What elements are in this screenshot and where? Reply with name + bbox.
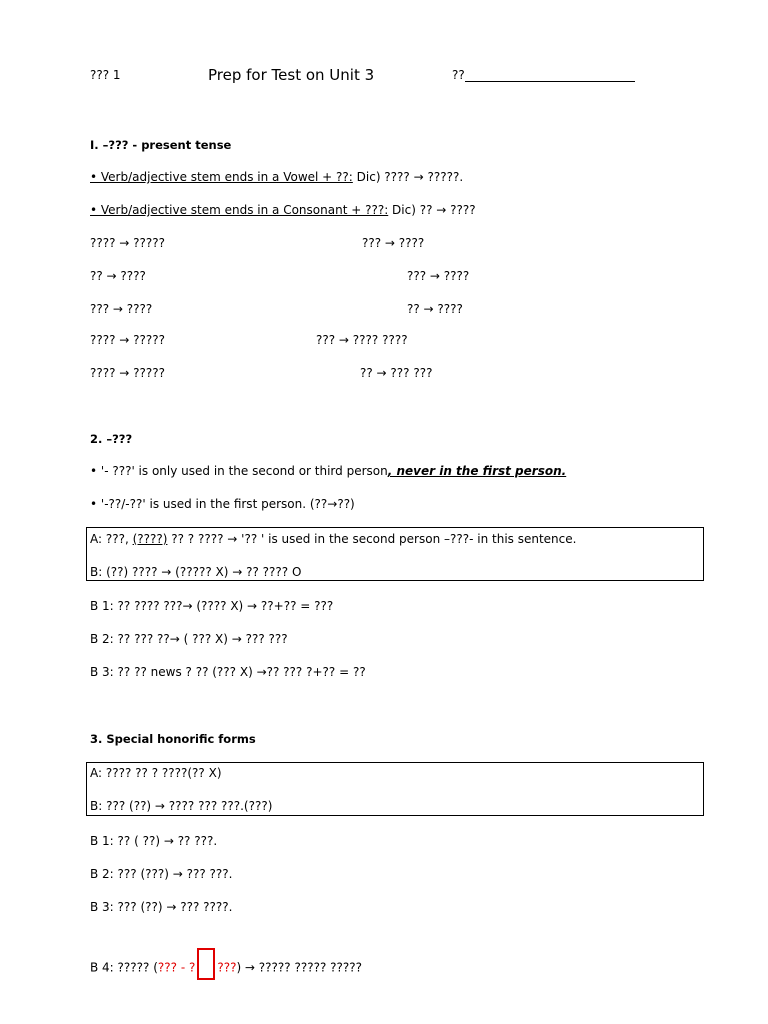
conjugation-right-1: ??? → ???? <box>362 236 425 250</box>
conjugation-left-3: ??? → ???? <box>90 302 153 316</box>
conjugation-left-4: ???? → ????? <box>90 333 166 347</box>
page-title: Prep for Test on Unit 3 <box>208 66 375 84</box>
name-field <box>452 68 635 82</box>
section2-b2: B 2: ?? ??? ??→ ( ??? X) → ??? ??? <box>90 632 288 646</box>
section3-heading: 3. Special honorific forms <box>90 732 256 746</box>
section3-b3: B 3: ??? (??) → ??? ????. <box>90 900 233 914</box>
section1-heading: I. –??? - present tense <box>90 138 232 152</box>
section1-rule-vowel <box>90 170 463 184</box>
b4-red-part2: ??? <box>217 960 237 975</box>
conjugation-right-2: ??? → ???? <box>407 269 470 283</box>
section3-box-line1: A: ???? ?? ? ????(?? X) <box>90 766 222 780</box>
conjugation-right-3: ?? → ???? <box>407 302 463 316</box>
section3-box-line2: B: ??? (??) → ???? ??? ???.(???) <box>90 799 273 813</box>
box-line1-b: ?? ? ???? → '?? ' is used in the second person –???- in this sentence. <box>167 532 577 546</box>
section2-box-line2: B: (??) ???? → (????? X) → ?? ???? O <box>90 565 302 579</box>
conjugation-left-1: ???? → ????? <box>90 236 166 250</box>
b4-lead: B 4: ????? ( <box>90 960 158 975</box>
bullet1-emphasis: , never in the first person. <box>387 464 567 478</box>
box-line1-underlined: (????) <box>132 532 168 546</box>
section2-b3: B 3: ?? ?? news ? ?? (??? X) →?? ??? ?+?? = ?? <box>90 665 366 679</box>
conjugation-left-2: ?? → ???? <box>90 269 146 283</box>
b4-red-part1: ??? - ? <box>157 960 196 975</box>
section3-b2: B 2: ??? (???) → ??? ???. <box>90 867 233 881</box>
section2-bullet2: • '-??/-??' is used in the first person. (??→??) <box>90 497 355 511</box>
red-highlight-box <box>197 948 215 980</box>
section2-b1: B 1: ?? ???? ???→ (???? X) → ??+?? = ??? <box>90 599 334 613</box>
bullet1-text: • '- ???' is only used in the second or third person <box>90 464 388 478</box>
rule-vowel-underlined: • Verb/adjective stem ends in a Vowel + ??: <box>90 170 353 184</box>
section2-box-line1 <box>90 532 576 546</box>
worksheet-number: ??? 1 <box>90 68 121 82</box>
b4-tail: ) → ????? ????? ????? <box>236 960 362 975</box>
section2-bullet1 <box>90 464 566 478</box>
rule-vowel-example: Dic) ???? → ?????. <box>352 170 464 184</box>
name-blank-line <box>465 69 635 82</box>
rule-consonant-underlined: • Verb/adjective stem ends in a Consonant + ???: <box>90 203 389 217</box>
box-line1-a: A: ???, <box>90 532 133 546</box>
section1-rule-consonant <box>90 203 476 217</box>
name-label: ?? <box>452 68 465 82</box>
section2-heading: 2. –??? <box>90 432 133 446</box>
section3-b1: B 1: ?? ( ??) → ?? ???. <box>90 834 218 848</box>
conjugation-right-4: ??? → ???? ???? <box>316 333 408 347</box>
conjugation-right-5: ?? → ??? ??? <box>360 366 433 380</box>
section3-b4 <box>90 952 362 984</box>
rule-consonant-example: Dic) ?? → ???? <box>388 203 476 217</box>
conjugation-left-5: ???? → ????? <box>90 366 166 380</box>
